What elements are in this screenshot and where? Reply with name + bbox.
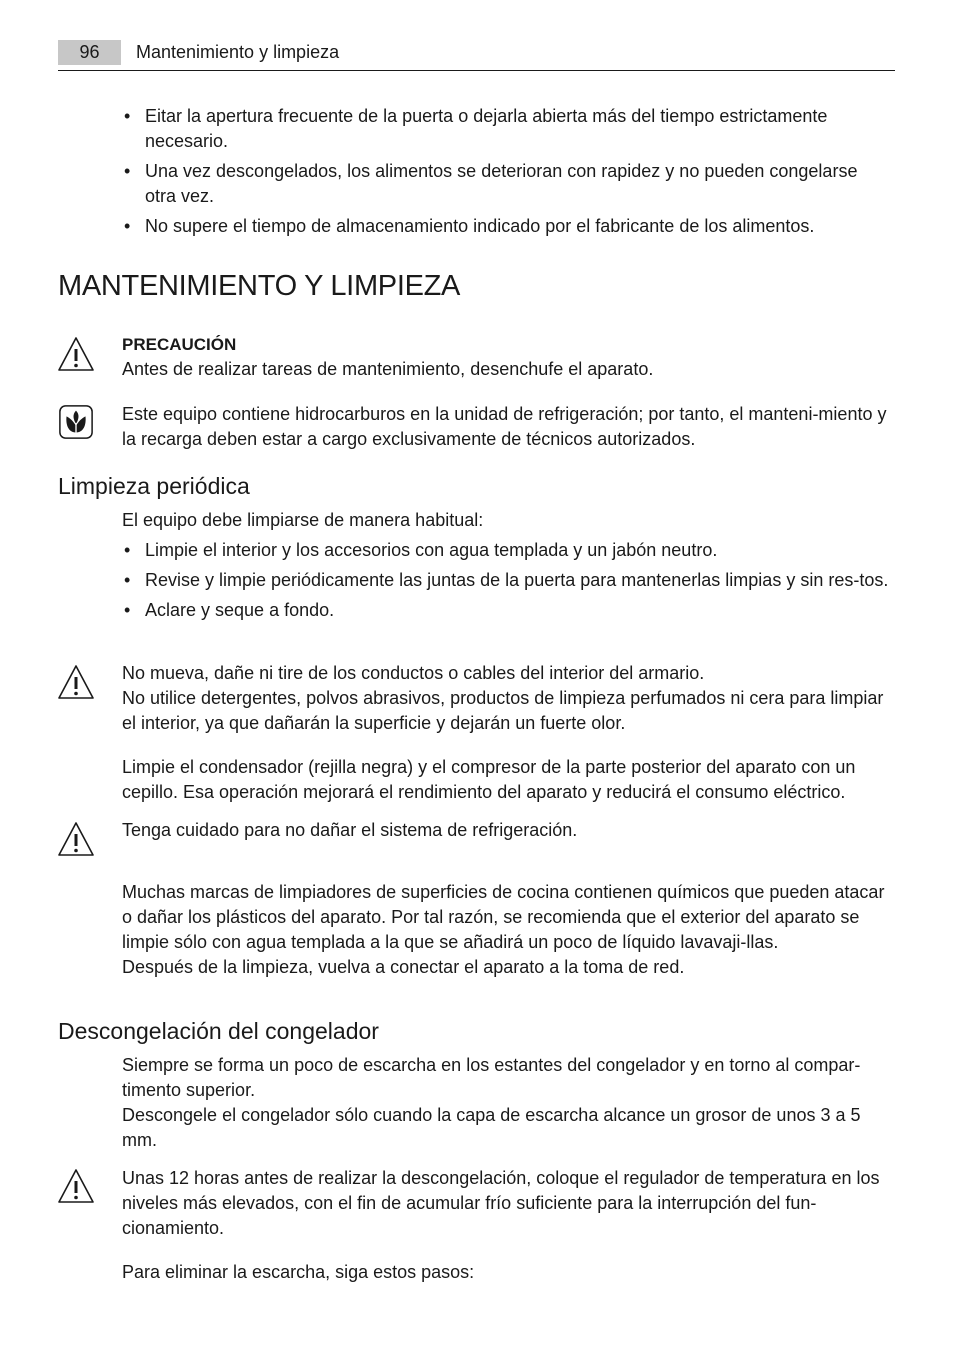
cleaners-paragraph: [122, 880, 892, 980]
defrost-warning: Unas 12 horas antes de realizar la descongelación, coloque el regulador de temperatura en los niveles más elevados, con el fin de acumular frío suficiente para la interrupción del fun-cionamiento.: [122, 1168, 880, 1238]
condenser-paragraph: Limpie el condensador (rejilla negra) y el compresor de la parte posterior del aparato con un cepillo. Esa operación mejorará el rendimiento del aparato y reducirá el consumo eléctrico.: [122, 757, 856, 802]
cleaning-warning-1: [122, 661, 892, 736]
list-item: • Limpie el interior y los accesorios con agua templada y un jabón neutro.: [122, 538, 897, 563]
caution-label: PRECAUCIÓN: [122, 335, 237, 354]
warning-triangle-icon: [57, 821, 95, 857]
defrost-steps-intro: Para eliminar la escarcha, siga estos pasos:: [122, 1262, 475, 1282]
list-item: • Revise y limpie periódicamente las juntas de la puerta para mantenerlas limpias y sin res-tos.: [122, 568, 897, 593]
warning-triangle-icon: [57, 1168, 95, 1204]
cleaning-warning-2: Tenga cuidado para no dañar el sistema de refrigeración.: [122, 820, 578, 840]
list-item: • Una vez descongelados, los alimentos se deterioran con rapidez y no pueden congelarse otra vez.: [122, 159, 882, 209]
paragraph-text: Siempre se forma un poco de escarcha en los estantes del congelador y en torno al compar-timento superior.: [122, 1055, 861, 1100]
section-heading-defrost: Descongelación del congelador: [58, 1018, 379, 1044]
hydrocarbon-note: Este equipo contiene hidrocarburos en la unidad de refrigeración; por tanto, el manteni-miento y la recarga deben estar a cargo exclusivamente de técnicos autorizados.: [122, 404, 887, 449]
page-number: 96: [58, 40, 121, 65]
cleaning-intro: El equipo debe limpiarse de manera habitual:: [122, 510, 484, 530]
warning-triangle-icon: [57, 336, 95, 372]
warning-triangle-icon: [57, 664, 95, 700]
defrost-paragraph: [122, 1053, 897, 1153]
main-heading: MANTENIMIENTO Y LIMPIEZA: [58, 270, 461, 302]
warning-text: No mueva, dañe ni tire de los conductos o cables del interior del armario.: [122, 663, 705, 683]
environment-leaf-icon: [57, 404, 95, 440]
page-header: [58, 40, 895, 71]
list-item: • Eitar la apertura frecuente de la puerta o dejarla abierta más del tiempo estrictamente necesario.: [122, 104, 882, 154]
list-item: • No supere el tiempo de almacenamiento indicado por el fabricante de los alimentos.: [122, 214, 882, 239]
intro-bullet-list: [122, 104, 882, 239]
section-heading-cleaning: Limpieza periódica: [58, 473, 250, 499]
warning-text: No utilice detergentes, polvos abrasivos, productos de limpieza perfumados ni cera para limpiar el interior, ya que dañarán la superficie y dejarán un fuerte olor.: [122, 688, 884, 733]
running-header-title: Mantenimiento y limpieza: [136, 42, 340, 62]
paragraph-text: Descongele el congelador sólo cuando la capa de escarcha alcance un grosor de unos 3 a 5 mm.: [122, 1105, 861, 1150]
cleaning-bullet-list: [122, 538, 897, 623]
paragraph-text: Muchas marcas de limpiadores de superficies de cocina contienen químicos que pueden atacar o dañar los plásticos del aparato. Por tal razón, se recomienda que el exterior del aparato se limpie sólo con agua templada a la que se añadirá un poco de líquido lavavaji-llas.: [122, 882, 885, 952]
list-item: • Aclare y seque a fondo.: [122, 598, 897, 623]
paragraph-text: Después de la limpieza, vuelva a conectar el aparato a la toma de red.: [122, 957, 685, 977]
caution-text: Antes de realizar tareas de mantenimiento, desenchufe el aparato.: [122, 359, 654, 379]
caution-block: [122, 332, 892, 382]
